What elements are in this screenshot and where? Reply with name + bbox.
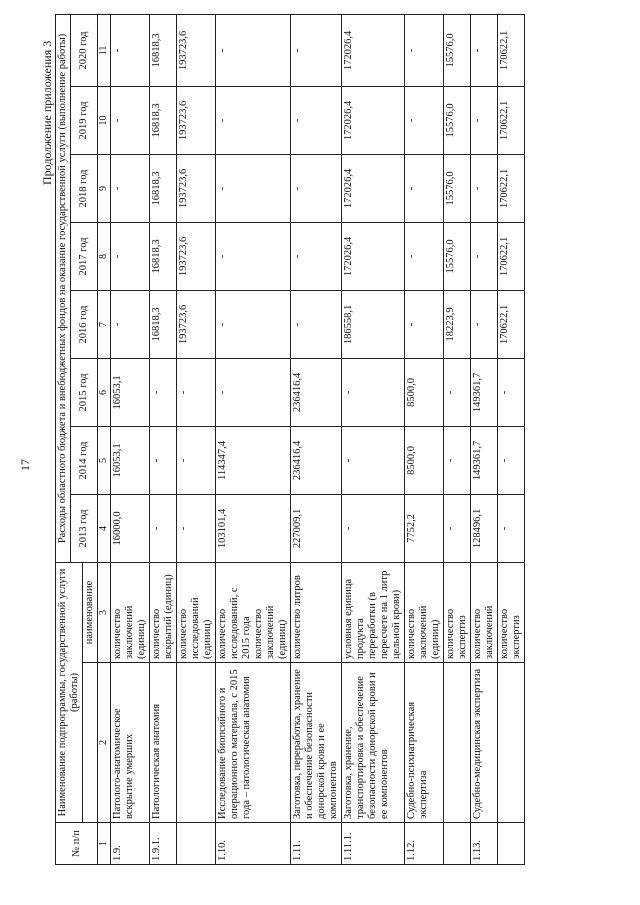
- row-number: 1.12.: [405, 823, 444, 865]
- row-value: 8500,0: [405, 426, 444, 494]
- row-value: -: [342, 358, 405, 426]
- row-unit: количество исследований, с 2015 года количество заключений (единиц): [216, 562, 291, 662]
- header-year: 2015 год: [71, 358, 98, 426]
- row-value: -: [291, 14, 342, 86]
- row-value: 186558,1: [342, 290, 405, 358]
- row-unit: количество экспертиз: [498, 562, 525, 662]
- row-value: -: [216, 14, 291, 86]
- row-unit: количество заключений (единиц): [405, 562, 444, 662]
- table-row: [291, 14, 342, 864]
- row-number: 1.9.: [111, 823, 150, 865]
- row-value: 114347,4: [216, 426, 291, 494]
- column-number: 4: [98, 494, 111, 562]
- row-value: -: [405, 14, 444, 86]
- row-value: 193723,6: [177, 154, 216, 222]
- row-value: -: [111, 222, 150, 290]
- row-value: 128496,1: [471, 494, 498, 562]
- row-name: [498, 663, 525, 823]
- row-value: -: [471, 14, 498, 86]
- row-value: -: [177, 358, 216, 426]
- row-value: 170622,1: [498, 14, 525, 86]
- row-value: 149361,7: [471, 426, 498, 494]
- row-value: -: [291, 154, 342, 222]
- row-unit: условная единица продукта переработки (в пересчете на 1 литр цельной крови): [342, 562, 405, 662]
- row-value: 15576,0: [444, 14, 471, 86]
- row-value: -: [150, 494, 177, 562]
- header-year: 2014 год: [71, 426, 98, 494]
- row-number: 1.10.: [216, 823, 291, 865]
- table-row: [216, 14, 291, 864]
- header-unit: наименование: [83, 562, 98, 662]
- row-value: 16053,1: [111, 358, 150, 426]
- table-row: [111, 14, 150, 864]
- column-number: 11: [98, 14, 111, 86]
- row-number: 1.11.1.: [342, 823, 405, 865]
- row-value: 8500,0: [405, 358, 444, 426]
- row-value: 170622,1: [498, 154, 525, 222]
- header-year: 2018 год: [71, 154, 98, 222]
- row-name: Патологическая анатомия: [150, 663, 177, 823]
- row-value: -: [498, 494, 525, 562]
- row-value: -: [216, 222, 291, 290]
- row-value: -: [444, 494, 471, 562]
- row-value: 15576,0: [444, 222, 471, 290]
- row-value: -: [405, 154, 444, 222]
- table-row: [405, 14, 444, 864]
- header-year: 2020 год: [71, 14, 98, 86]
- row-value: -: [471, 290, 498, 358]
- table-row: [150, 14, 177, 864]
- header-name-lower: [83, 663, 98, 823]
- row-name: Судебно-психиатрическая экспертиза: [405, 663, 444, 823]
- row-name: [177, 663, 216, 823]
- row-value: 193723,6: [177, 14, 216, 86]
- column-number: 1: [98, 823, 111, 865]
- row-value: 170622,1: [498, 290, 525, 358]
- row-number: 1.11.: [291, 823, 342, 865]
- row-name: Патолого-анатомическое вскрытие умерших: [111, 663, 150, 823]
- row-value: -: [342, 494, 405, 562]
- row-value: 16818,3: [150, 154, 177, 222]
- row-unit: количество экспертиз: [444, 562, 471, 662]
- row-value: -: [471, 86, 498, 154]
- row-value: 193723,6: [177, 222, 216, 290]
- row-value: 193723,6: [177, 86, 216, 154]
- row-value: -: [444, 426, 471, 494]
- header-year: 2016 год: [71, 290, 98, 358]
- row-value: 170622,1: [498, 222, 525, 290]
- column-number: 9: [98, 154, 111, 222]
- row-unit: количество заключений (единиц): [111, 562, 150, 662]
- row-number: [177, 823, 216, 865]
- row-value: 15576,0: [444, 154, 471, 222]
- header-year: 2017 год: [71, 222, 98, 290]
- column-number: 3: [98, 562, 111, 662]
- row-value: 172026,4: [342, 14, 405, 86]
- row-name: [444, 663, 471, 823]
- row-value: -: [291, 290, 342, 358]
- row-value: 103101,4: [216, 494, 291, 562]
- row-unit: количество вскрытий (единиц): [150, 562, 177, 662]
- row-unit: количество литров: [291, 562, 342, 662]
- row-value: -: [498, 426, 525, 494]
- header-year: 2013 год: [71, 494, 98, 562]
- row-value: 16000,0: [111, 494, 150, 562]
- expenses-table: [55, 14, 525, 865]
- row-value: 7752,2: [405, 494, 444, 562]
- row-value: -: [291, 86, 342, 154]
- table-row: [498, 14, 525, 864]
- page-number: 17: [18, 459, 32, 471]
- row-value: -: [444, 358, 471, 426]
- row-value: 16818,3: [150, 14, 177, 86]
- row-value: 16818,3: [150, 290, 177, 358]
- row-value: -: [150, 358, 177, 426]
- row-value: 149361,7: [471, 358, 498, 426]
- row-value: -: [177, 426, 216, 494]
- continuation-note: Продолжение приложения 3: [40, 40, 54, 185]
- row-value: -: [216, 86, 291, 154]
- row-value: 16818,3: [150, 222, 177, 290]
- row-value: -: [111, 86, 150, 154]
- header-number: № п/п: [56, 823, 98, 865]
- row-value: 236416,4: [291, 358, 342, 426]
- header-name: Наименование подпрограммы, государственной услуги (работы): [56, 562, 83, 822]
- column-number: 2: [98, 663, 111, 823]
- column-number: 6: [98, 358, 111, 426]
- table-row: [342, 14, 405, 864]
- row-number: 1.9.1.: [150, 823, 177, 865]
- row-name: Заготовка, хранение, транспортировка и обеспечение безопасности донорской крови и ее компонентов: [342, 663, 405, 823]
- column-number: 10: [98, 86, 111, 154]
- row-value: 16053,1: [111, 426, 150, 494]
- row-number: [444, 823, 471, 865]
- row-name: Исследование биопсийного и операционного материала, с 2015 года – патологическая анатомия: [216, 663, 291, 823]
- row-value: 18223,9: [444, 290, 471, 358]
- row-unit: количество заключений: [471, 562, 498, 662]
- row-value: 15576,0: [444, 86, 471, 154]
- row-value: -: [150, 426, 177, 494]
- row-value: 227009,1: [291, 494, 342, 562]
- row-value: 16818,3: [150, 86, 177, 154]
- column-number: 8: [98, 222, 111, 290]
- row-value: -: [111, 290, 150, 358]
- row-unit: количество исследований (единиц): [177, 562, 216, 662]
- row-name: Судебно-медицинская экспертиза: [471, 663, 498, 823]
- column-number: 7: [98, 290, 111, 358]
- row-value: -: [405, 222, 444, 290]
- row-value: -: [471, 154, 498, 222]
- table-body: [111, 14, 525, 864]
- row-value: -: [111, 154, 150, 222]
- column-number: 5: [98, 426, 111, 494]
- table-row: [444, 14, 471, 864]
- header-expenses: Расходы областного бюджета и внебюджетных фондов на оказание государственной услуги (выполнение работы): [56, 14, 71, 562]
- column-numbers-row: [98, 14, 111, 864]
- row-name: Заготовка, переработка, хранение и обеспечение безопасности донорской крови и ее компонентов: [291, 663, 342, 823]
- row-value: 172026,4: [342, 154, 405, 222]
- row-value: 172026,4: [342, 222, 405, 290]
- row-value: -: [291, 222, 342, 290]
- table-row: [471, 14, 498, 864]
- row-number: [498, 823, 525, 865]
- row-value: 193723,6: [177, 290, 216, 358]
- header-year: 2019 год: [71, 86, 98, 154]
- row-value: -: [177, 494, 216, 562]
- row-number: 1.13.: [471, 823, 498, 865]
- row-value: -: [342, 426, 405, 494]
- row-value: 170622,1: [498, 86, 525, 154]
- row-value: -: [405, 290, 444, 358]
- row-value: 172026,4: [342, 86, 405, 154]
- row-value: 236416,4: [291, 426, 342, 494]
- row-value: -: [498, 358, 525, 426]
- row-value: -: [216, 154, 291, 222]
- table-row: [177, 14, 216, 864]
- row-value: -: [216, 358, 291, 426]
- row-value: -: [471, 222, 498, 290]
- row-value: -: [216, 290, 291, 358]
- row-value: -: [405, 86, 444, 154]
- row-value: -: [111, 14, 150, 86]
